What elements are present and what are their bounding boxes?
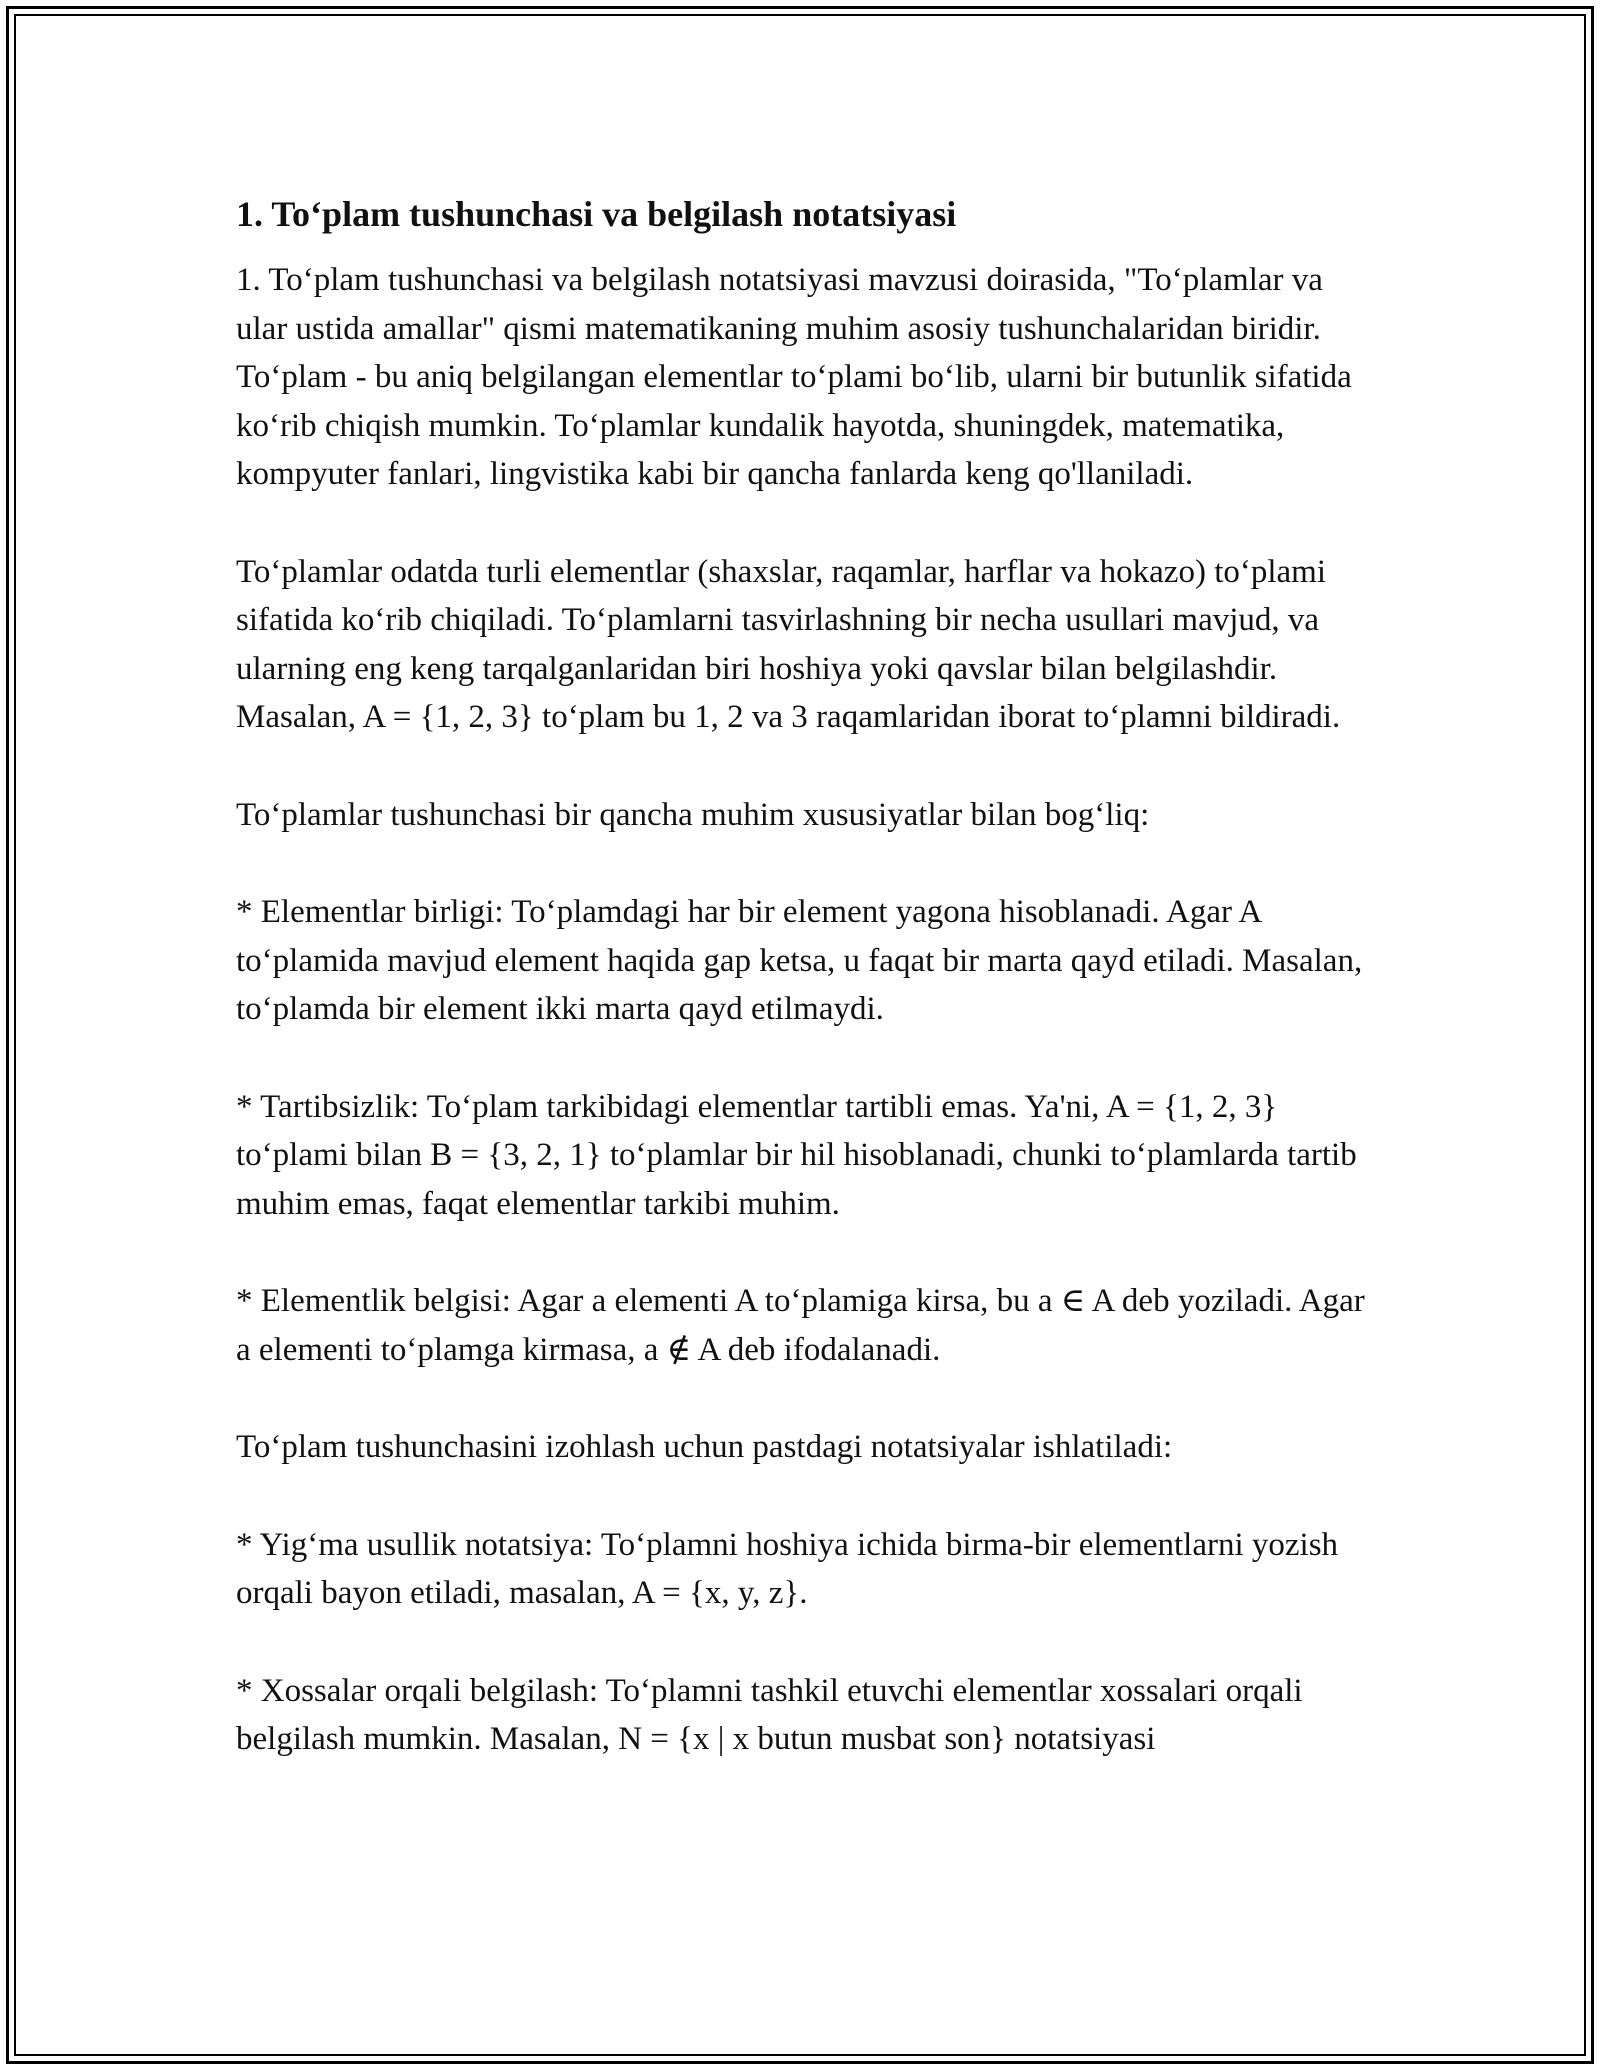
list-item-element-uniqueness: * Elementlar birligi: To‘plamdagi har bir element yagona hisoblanadi. Agar A to‘plamida mavjud element haqida gap ketsa, u faqat bir marta qayd etiladi. Masalan, to‘plamda bir element ikki marta qayd etilmaydi. (236, 894, 1363, 1027)
paragraph-notations-intro: To‘plam tushunchasini izohlash uchun pastdagi notatsiyalar ishlatiladi: (236, 1429, 1173, 1465)
paragraph-intro: 1. To‘plam tushunchasi va belgilash notatsiyasi mavzusi doirasida, "To‘plamlar va ular ustida amallar" qismi matematikaning muhim asosiy tushunchalaridan biridir. To‘plam - bu aniq belgilangan elementlar to‘plami bo‘lib, ularni bir butunlik sifatida ko‘rib chiqish mumkin. To‘plamlar kundalik hayotda, shuningdek, matematika, kompyuter fanlari, lingvistika kabi bir qancha fanlarda keng qo'llaniladi. (236, 262, 1352, 492)
paragraph-properties-intro: To‘plamlar tushunchasi bir qancha muhim xususiyatlar bilan bog‘liq: (236, 796, 1150, 833)
list-item-roster-notation: * Yig‘ma usullik notatsiya: To‘plamni hoshiya ichida birma-bir elementlarni yozish orqali bayon etiladi, masalan, A = {x, y, z}. (236, 1526, 1339, 1611)
list-item-set-builder-notation: * Xossalar orqali belgilash: To‘plamni tashkil etuvchi elementlar xossalari orqali belgilash mumkin. Masalan, N = {x | x butun musbat son} notatsiyasi (236, 1672, 1303, 1757)
document-page (236, 188, 1376, 1813)
list-item-membership-symbol: * Elementlik belgisi: Agar a elementi A to‘plamiga kirsa, bu a ∈ A deb yoziladi. Agar a elementi to‘plamga kirmasa, a ∉ A deb ifodalanadi. (236, 1283, 1365, 1368)
paragraph-set-description: To‘plamlar odatda turli elementlar (shaxslar, raqamlar, harflar va hokazo) to‘plami sifatida ko‘rib chiqiladi. To‘plamlarni tasvirlashning bir necha usullari mavjud, va ularning eng keng tarqalganlaridan biri hoshiya yoki qavslar bilan belgilashdir. Masalan, A = {1, 2, 3} to‘plam bu 1, 2 va 3 raqamlaridan iborat to‘plamni bildiradi. (236, 553, 1341, 735)
section-heading: 1. To‘plam tushunchasi va belgilash notatsiyasi (236, 194, 957, 234)
list-item-unordered: * Tartibsizlik: To‘plam tarkibidagi elementlar tartibli emas. Ya'ni, A = {1, 2, 3} to‘plami bilan B = {3, 2, 1} to‘plamlar bir hil hisoblanadi, chunki to‘plamlarda tartib muhim emas, faqat elementlar tarkibi muhim. (236, 1088, 1357, 1222)
